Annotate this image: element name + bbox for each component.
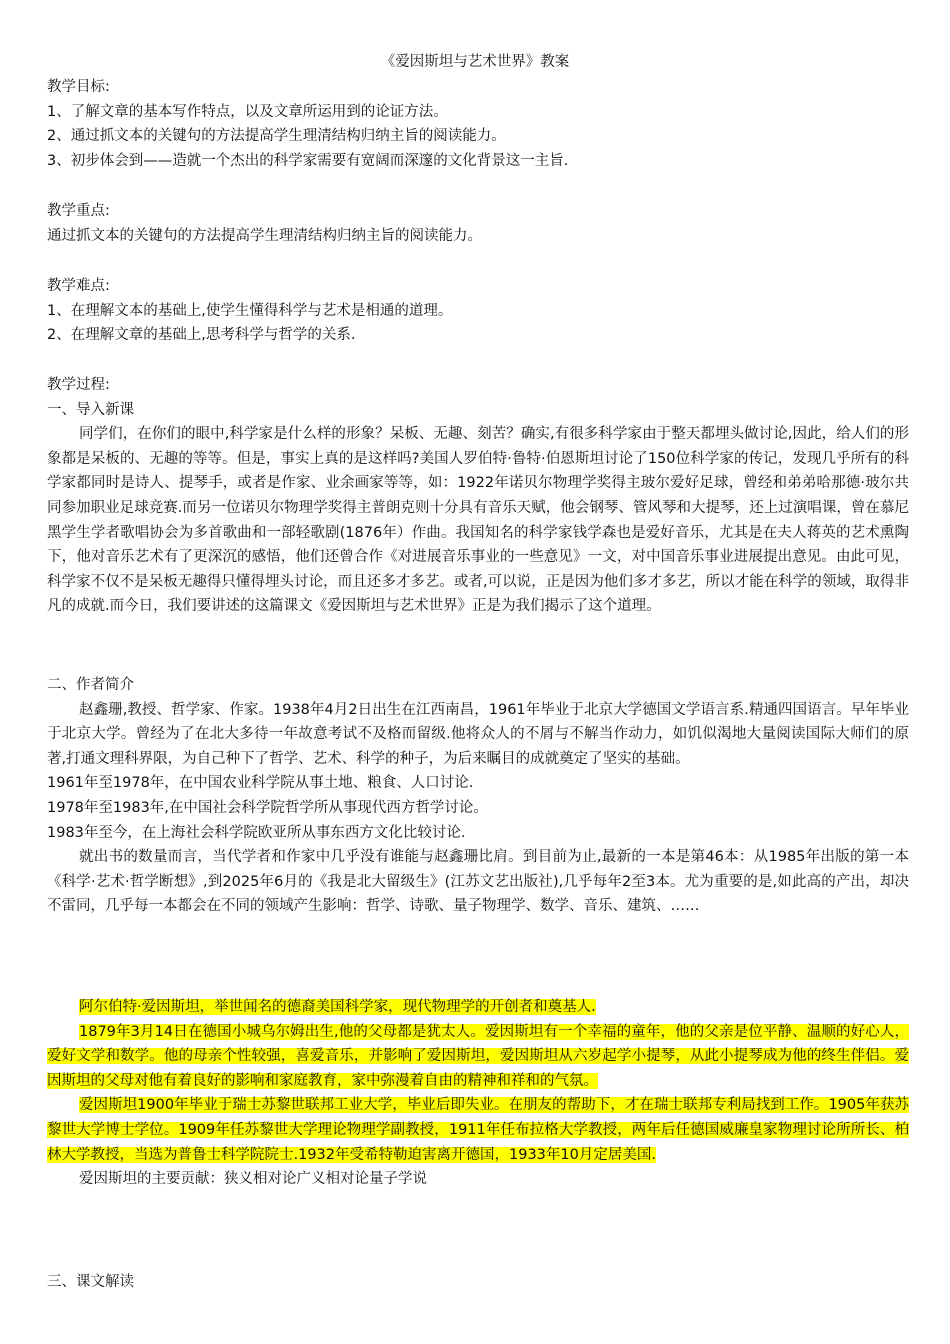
key-points-heading: 教学重点: <box>47 203 110 219</box>
highlighted-text: 阿尔伯特·爱因斯坦，举世闻名的德裔美国科学家，现代物理学的开创者和奠基人. <box>79 999 596 1015</box>
document-title: 《爱因斯坦与艺术世界》教案 <box>380 54 570 70</box>
section-heading-reading: 三、课文解读 <box>47 1274 134 1290</box>
difficulty-item: 2、在理解文章的基础上,思考科学与哲学的关系. <box>47 327 356 344</box>
highlighted-text: 1879年3月14日在德国小城乌尔姆出生,他的父母都是犹太人。爱因斯坦有一个幸福的童年，他的父亲是位平静、温顺的好心人，爱好文学和数学。他的母亲个性较强，喜爱音乐，并影响了爱因斯坦，爱因斯坦从六岁起学小提琴，从此小提琴成为他的终生伴侣。爱因斯坦的父母对他有着良好的影响和家庭教育，家中弥漫着自由的精神和祥和的气氛。 <box>47 1023 909 1089</box>
highlighted-text: 爱因斯坦1900年毕业于瑞士苏黎世联邦工业大学，毕业后即失业。在朋友的帮助下，才在瑞士联邦专利局找到工作。1905年获苏黎世大学博士学位。1909年任苏黎世大学理论物理学副教授，1911年任布拉格大学教授，两年后任德国威廉皇家物理讨论所所长、柏林大学教授，当选为普鲁士科学院院士.1932年受希特勒迫害离开德国，1933年10月定居美国. <box>47 1097 909 1163</box>
objectives-section <box>47 75 909 173</box>
books-paragraph: 就出书的数量而言，当代学者和作家中几乎没有谁能与赵鑫珊比肩。到目前为止,最新的一本是第46本：从1985年出版的第一本《科学·艺术·哲学断想》,到2025年6月的《我是北大留级生》(江苏文艺出版社),几乎每年2至3本。尤为重要的是,如此高的产出，却决不雷同，几乎每一本都会在不同的领域产生影响：哲学、诗歌、量子物理学、数学、音乐、建筑、…… <box>47 849 909 915</box>
key-points-section <box>47 199 909 248</box>
objective-item: 2、通过抓文本的关键句的方法提高学生理清结构归纳主旨的阅读能力。 <box>47 128 506 145</box>
reading-section <box>47 1270 909 1295</box>
timeline-item: 1978年至1983年,在中国社会科学院哲学所从事现代西方哲学讨论。 <box>47 799 488 816</box>
einstein-contribution: 爱因斯坦的主要贡献：狭义相对论广义相对论量子学说 <box>79 1171 427 1188</box>
difficulty-item: 1、在理解文本的基础上,使学生懂得科学与艺术是相通的道理。 <box>47 302 453 319</box>
process-heading: 教学过程: <box>47 377 110 393</box>
objectives-heading: 教学目标: <box>47 79 110 95</box>
objective-item: 1、了解文章的基本写作特点，以及文章所运用到的论证方法。 <box>47 103 448 120</box>
timeline-item: 1961年至1978年，在中国农业科学院从事土地、粮食、人口讨论. <box>47 775 474 792</box>
author-bio: 赵鑫珊,教授、哲学家、作家。1938年4月2日出生在江西南昌，1961年毕业于北京大学德国文学语言系.精通四国语言。早年毕业于北京大学。曾经为了在北大多待一年故意考试不及格而留级.他将众人的不屑与不解当作动力，如饥似渴地大量阅读国际大师们的原著,打通文理科界限，为自己种下了哲学、艺术、科学的种子，为后来瞩目的成就奠定了坚实的基础。 <box>47 701 909 767</box>
process-section <box>47 373 909 619</box>
intro-paragraph: 同学们，在你们的眼中,科学家是什么样的形象？呆板、无趣、刻苦？确实,有很多科学家由于整天都埋头做讨论,因此，给人们的形象都是呆板的、无趣的等等。但是，事实上真的是这样吗?美国人罗伯特·鲁特·伯恩斯坦讨论了150位科学家的传记，发现几乎所有的科学家都同时是诗人、提琴手，或者是作家、业余画家等等，如：1922年诺贝尔物理学奖得主玻尔爱好足球，曾经和弟弟哈那德·玻尔共同参加职业足球竞赛.而另一位诺贝尔物理学奖得主普朗克则十分具有音乐天赋，他会钢琴、管风琴和大提琴，还上过演唱课，曾在慕尼黑学生学者歌唱协会为多首歌曲和一部轻歌剧(1876年）作曲。我国知名的科学家钱学森也是爱好音乐，尤其是在夫人蒋英的艺术熏陶下，他对音乐艺术有了更深沉的感悟，他们还曾合作《对进展音乐事业的一些意见》一文，对中国音乐事业进展提出意见。由此可见，科学家不仅不是呆板无趣得只懂得埋头讨论，而且还多才多艺。或者,可以说，正是因为他们多才多艺，所以才能在科学的领域，取得非凡的成就.而今日，我们要讲述的这篇课文《爱因斯坦与艺术世界》正是为我们揭示了这个道理。 <box>47 426 909 615</box>
key-points-text: 通过抓文本的关键句的方法提高学生理清结构归纳主旨的阅读能力。 <box>47 227 482 244</box>
difficulties-section <box>47 274 909 348</box>
section-heading-author: 二、作者简介 <box>47 677 134 693</box>
einstein-intro <box>47 995 909 1020</box>
difficulties-heading: 教学难点: <box>47 278 110 294</box>
section-heading-intro: 一、导入新课 <box>47 401 134 418</box>
einstein-childhood <box>47 1020 909 1094</box>
author-section <box>47 673 909 919</box>
objective-item: 3、初步体会到——造就一个杰出的科学家需要有宽阔而深邃的文化背景这一主旨. <box>47 152 569 169</box>
einstein-career <box>47 1093 909 1167</box>
einstein-section <box>47 995 909 1192</box>
timeline-item: 1983年至今，在上海社会科学院欧亚所从事东西方文化比较讨论. <box>47 824 466 841</box>
